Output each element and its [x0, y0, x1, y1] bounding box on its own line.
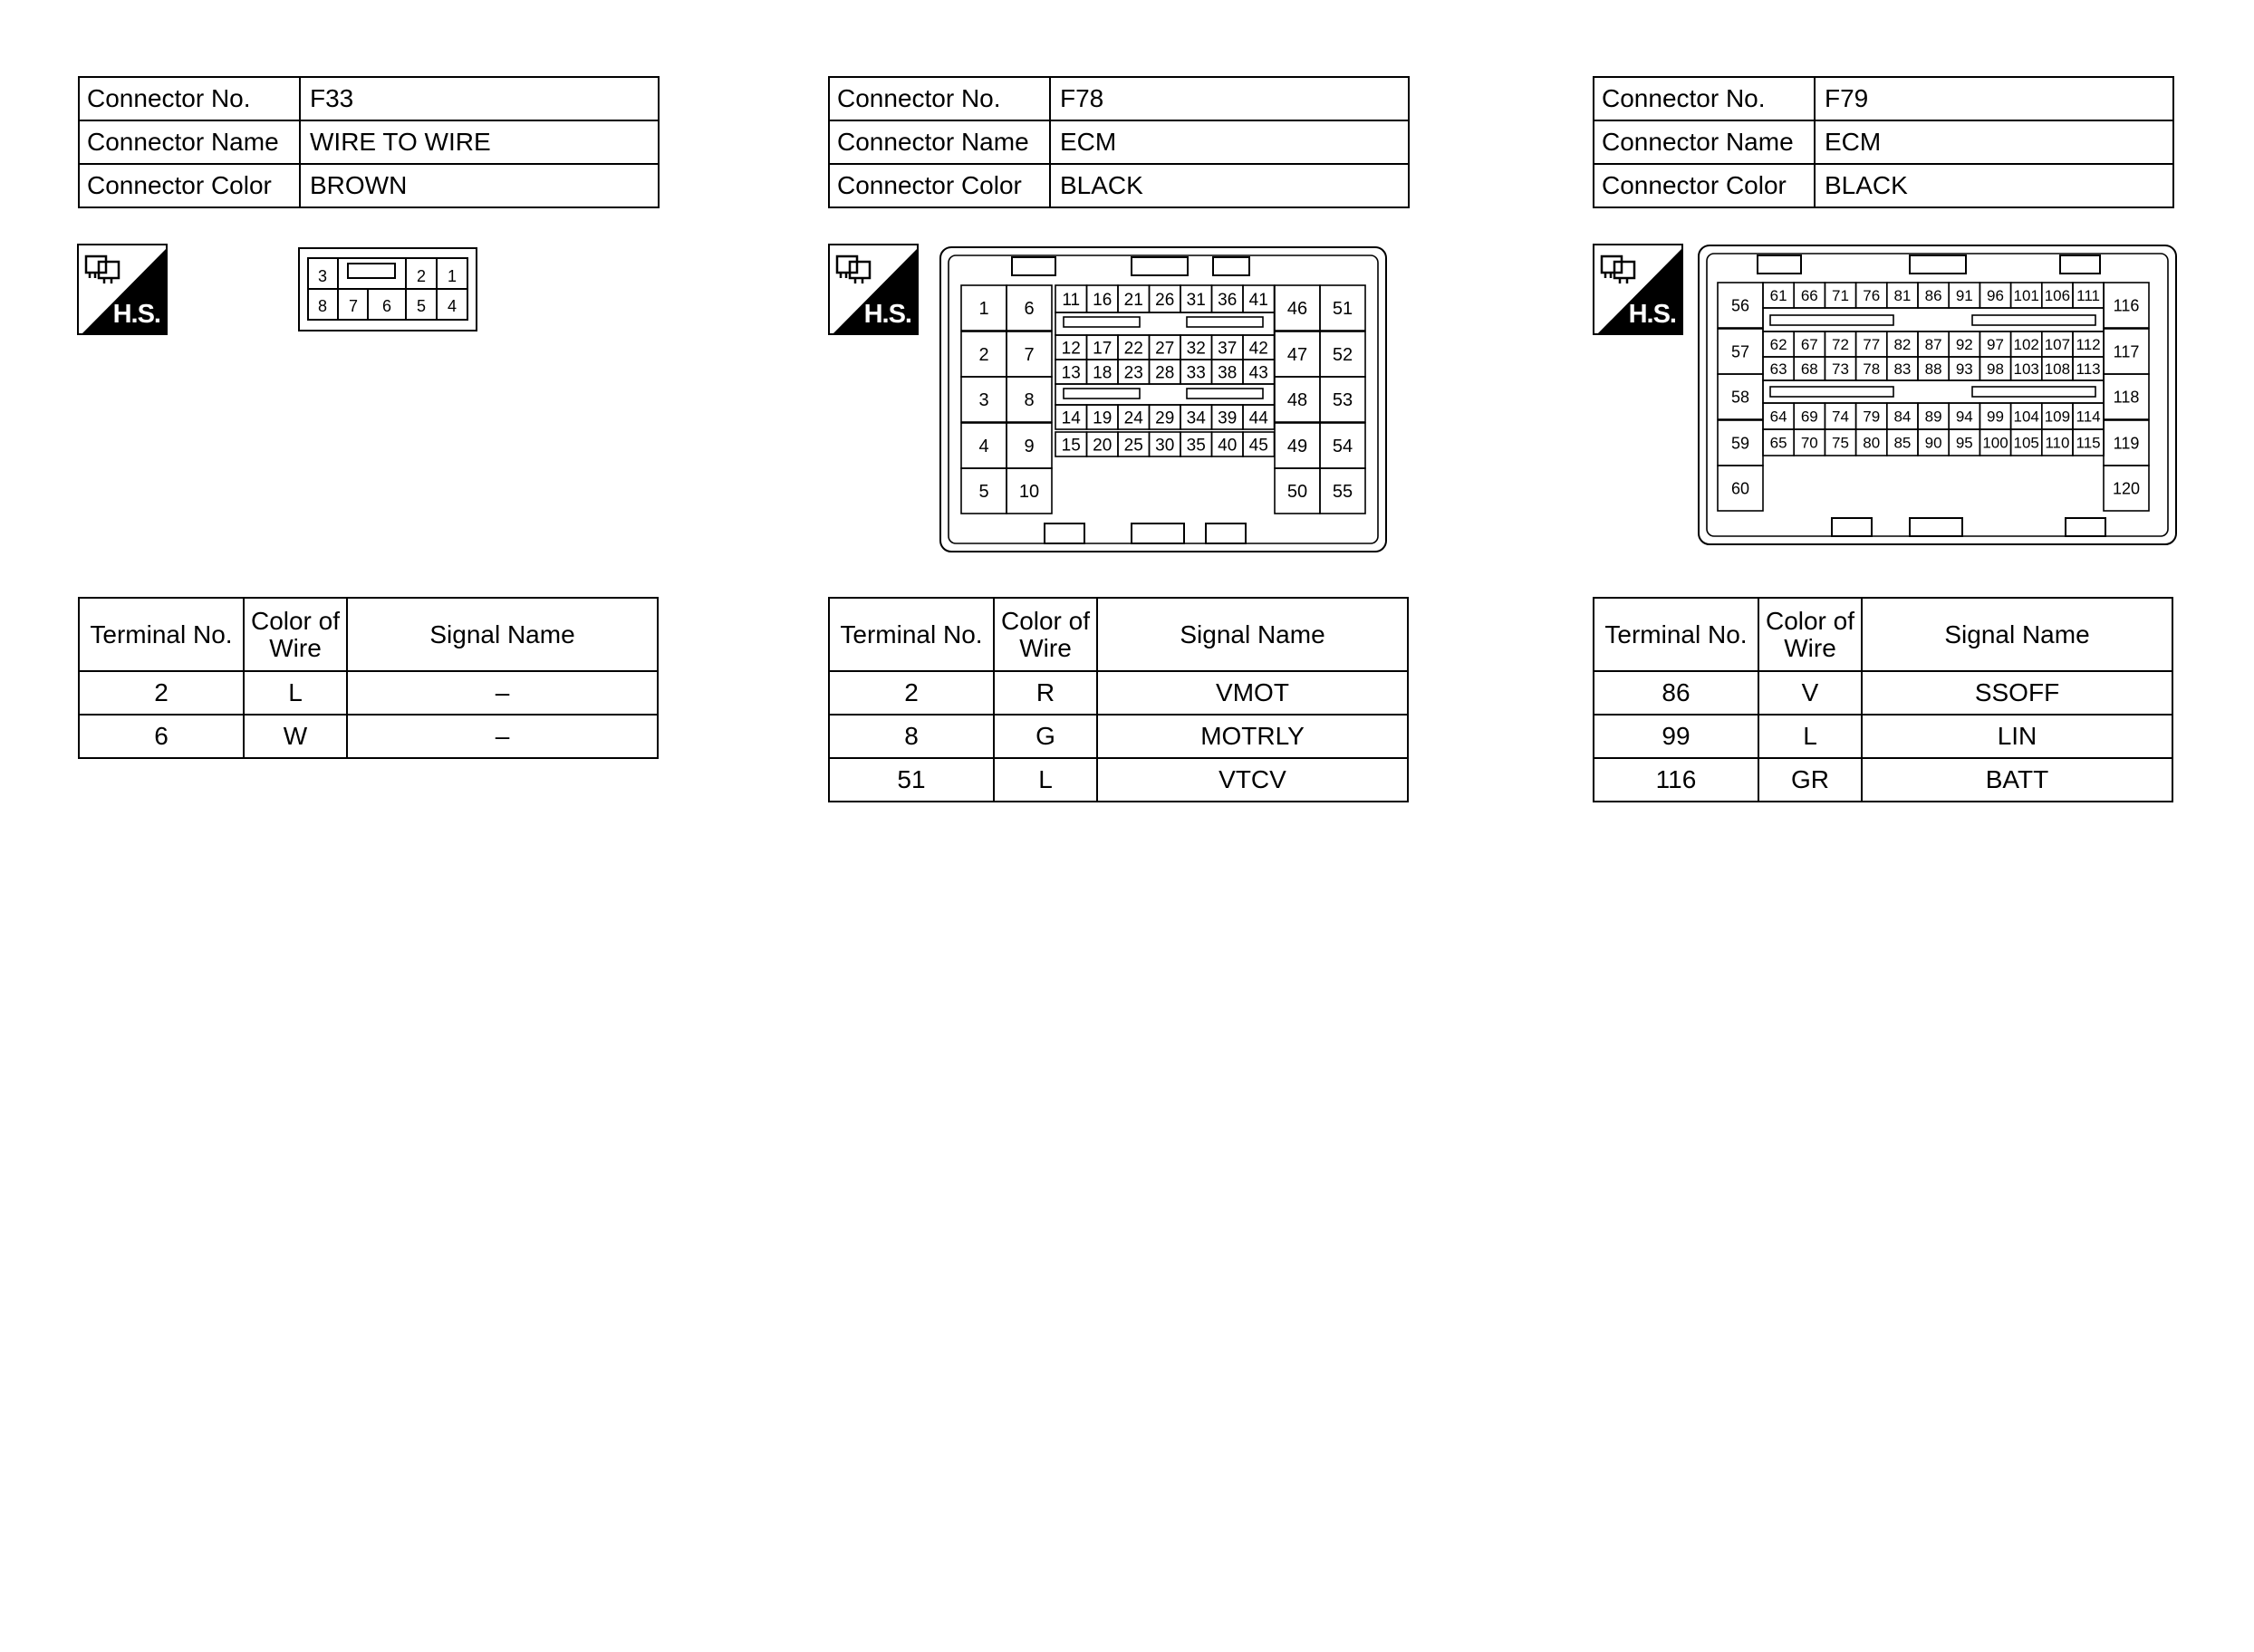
terminal-pin: 38 [1218, 363, 1238, 383]
terminal-pin: 111 [2076, 287, 2101, 305]
harness-side-badge [77, 244, 168, 335]
latch-slot [1770, 387, 1893, 397]
terminal-pin: 109 [2044, 408, 2071, 426]
terminal-pin: 97 [1987, 336, 2004, 354]
terminal-pin: 45 [1248, 436, 1268, 456]
terminal-pin: 104 [2013, 408, 2039, 426]
terminal-pin: 86 [1924, 287, 1942, 305]
terminal-pin: 85 [1893, 434, 1912, 452]
terminal-pin: 120 [2112, 479, 2141, 498]
terminal-pin: 7 [348, 297, 359, 315]
terminal-pin: 66 [1800, 287, 1818, 305]
terminal-pin: 63 [1769, 360, 1787, 379]
latch-slot [1770, 315, 1893, 325]
terminal-pin: 91 [1955, 287, 1973, 305]
connector-f78-section [752, 0, 1477, 1652]
terminal-pin: 8 [1024, 390, 1035, 411]
terminal-pin: 103 [2013, 360, 2039, 379]
terminal-pin: 78 [1863, 360, 1881, 379]
terminal-pin: 15 [1061, 436, 1081, 456]
terminal-no-header: Terminal No. [79, 598, 244, 671]
terminal-no-cell: 99 [1594, 715, 1758, 758]
terminal-pin: 114 [2076, 408, 2101, 426]
divider-frame [1763, 380, 2104, 403]
terminal-table [78, 597, 659, 759]
terminal-pin: 53 [1332, 390, 1353, 411]
terminal-pin: 8 [317, 297, 328, 315]
wire-color-cell: L [994, 758, 1097, 802]
terminal-pin: 93 [1955, 360, 1973, 379]
terminal-pin: 24 [1123, 408, 1143, 428]
terminal-pin: 99 [1987, 408, 2004, 426]
terminal-pin: 6 [1024, 299, 1035, 320]
connector-face-f78 [939, 246, 1387, 552]
wire-color-cell: G [994, 715, 1097, 758]
hs-badge-label: H.S. [863, 300, 911, 329]
signal-name-cell: LIN [1862, 715, 2172, 758]
terminal-pin: 29 [1155, 408, 1175, 428]
terminal-pin: 58 [1730, 388, 1750, 407]
terminal-pin: 88 [1924, 360, 1942, 379]
locking-tab [348, 264, 395, 278]
connector-f79-section [1513, 0, 2254, 1652]
table-row [1594, 758, 2172, 802]
terminal-pin: 31 [1186, 290, 1206, 310]
terminal-pin: 22 [1123, 339, 1143, 359]
terminal-pin: 27 [1155, 339, 1175, 359]
terminal-pin: 13 [1061, 363, 1081, 383]
latch-slot [1064, 389, 1140, 399]
wire-color-cell: R [994, 671, 1097, 715]
connector-f33-section [0, 0, 725, 1652]
connector-color-label: Connector Color [1594, 164, 1815, 207]
terminal-pin: 32 [1186, 339, 1206, 359]
wire-color-cell: V [1758, 671, 1862, 715]
harness-side-badge [828, 244, 919, 335]
terminal-pin: 96 [1987, 287, 2004, 305]
terminal-pin: 108 [2044, 360, 2071, 379]
terminal-pin: 59 [1730, 434, 1750, 453]
terminal-pin: 23 [1123, 363, 1143, 383]
terminal-no-cell: 51 [829, 758, 994, 802]
terminal-pin: 57 [1730, 342, 1750, 361]
terminal-pin: 89 [1924, 408, 1942, 426]
locking-tab [1910, 255, 1966, 274]
terminal-pin: 65 [1769, 434, 1787, 452]
connector-name-value: ECM [1815, 120, 2173, 164]
terminal-pin: 118 [2113, 388, 2140, 407]
terminal-table [828, 597, 1409, 802]
latch-slot [1064, 317, 1140, 327]
terminal-table [1593, 597, 2173, 802]
terminal-pin: 101 [2013, 287, 2039, 305]
terminal-pin: 17 [1093, 339, 1113, 359]
terminal-pin: 47 [1286, 345, 1308, 366]
connector-icon [86, 256, 119, 283]
connector-info-table [78, 76, 660, 208]
color-of-wire-header: Color of Wire [1758, 598, 1862, 671]
wire-color-cell: L [1758, 715, 1862, 758]
terminal-pin: 117 [2113, 342, 2140, 361]
signal-name-cell: BATT [1862, 758, 2172, 802]
terminal-pin: 21 [1123, 290, 1143, 310]
terminal-pin: 5 [416, 297, 427, 315]
signal-name-cell: – [347, 671, 658, 715]
terminal-pin: 2 [978, 345, 989, 366]
terminal-pin: 54 [1332, 437, 1353, 457]
signal-name-header: Signal Name [1862, 598, 2172, 671]
terminal-pin: 112 [2076, 336, 2101, 354]
connector-info-table [828, 76, 1410, 208]
connector-info-table [1593, 76, 2174, 208]
locking-tab [1206, 523, 1246, 543]
terminal-pin: 73 [1832, 360, 1849, 379]
locking-tab [1832, 518, 1872, 536]
terminal-pin: 67 [1800, 336, 1818, 354]
locking-tab [1132, 523, 1184, 543]
connector-name-value: WIRE TO WIRE [300, 120, 659, 164]
terminal-pin: 55 [1332, 482, 1353, 503]
connector-name-value: ECM [1050, 120, 1409, 164]
hs-badge-label: H.S. [1628, 300, 1676, 329]
color-of-wire-header: Color of Wire [244, 598, 347, 671]
latch-slot [1972, 315, 2095, 325]
terminal-pin: 35 [1186, 436, 1206, 456]
terminal-pin: 71 [1832, 287, 1849, 305]
locking-tab [1012, 257, 1055, 275]
terminal-no-header: Terminal No. [829, 598, 994, 671]
locking-tab [1132, 257, 1188, 275]
terminal-pin: 14 [1061, 408, 1081, 428]
terminal-pin: 119 [2113, 434, 2140, 453]
connector-name-label: Connector Name [79, 120, 300, 164]
terminal-pin: 84 [1893, 408, 1912, 426]
terminal-no-header: Terminal No. [1594, 598, 1758, 671]
connector-face-f79 [1698, 245, 2178, 546]
terminal-pin: 18 [1093, 363, 1113, 383]
terminal-pin: 33 [1186, 363, 1206, 383]
terminal-pin: 77 [1863, 336, 1881, 354]
table-row [829, 671, 1408, 715]
terminal-pin: 87 [1924, 336, 1942, 354]
terminal-pin: 3 [317, 267, 328, 285]
terminal-pin: 2 [416, 267, 427, 285]
terminal-pin: 48 [1286, 390, 1308, 411]
terminal-pin: 75 [1832, 434, 1849, 452]
locking-tab [2060, 255, 2100, 274]
terminal-pin: 12 [1061, 339, 1081, 359]
terminal-pin: 92 [1955, 336, 1973, 354]
terminal-no-cell: 6 [79, 715, 244, 758]
terminal-pin: 56 [1730, 296, 1750, 315]
terminal-pin: 6 [381, 297, 392, 315]
connector-icon [1602, 256, 1634, 283]
terminal-pin: 25 [1123, 436, 1143, 456]
table-row [829, 715, 1408, 758]
connector-no-label: Connector No. [1594, 77, 1815, 120]
terminal-pin: 110 [2045, 434, 2070, 452]
harness-side-badge [1593, 244, 1683, 335]
terminal-pin: 10 [1018, 482, 1040, 503]
terminal-pin: 28 [1155, 363, 1175, 383]
terminal-pin: 1 [978, 299, 989, 320]
signal-name-cell: VMOT [1097, 671, 1408, 715]
signal-name-header: Signal Name [1097, 598, 1408, 671]
divider-frame [1055, 312, 1275, 335]
terminal-pin: 76 [1863, 287, 1881, 305]
connector-color-value: BROWN [300, 164, 659, 207]
connector-color-label: Connector Color [829, 164, 1050, 207]
latch-slot [1972, 387, 2095, 397]
terminal-pin: 44 [1248, 408, 1268, 428]
locking-tab [2066, 518, 2105, 536]
terminal-pin: 64 [1769, 408, 1787, 426]
wire-color-cell: L [244, 671, 347, 715]
terminal-pin: 80 [1863, 434, 1881, 452]
locking-tab [1045, 523, 1084, 543]
terminal-pin: 102 [2013, 336, 2039, 354]
terminal-pin: 100 [1982, 434, 2008, 452]
terminal-pin: 95 [1955, 434, 1973, 452]
terminal-pin: 107 [2044, 336, 2071, 354]
terminal-pin: 43 [1248, 363, 1268, 383]
terminal-pin: 81 [1893, 287, 1912, 305]
signal-name-cell: – [347, 715, 658, 758]
terminal-pin: 9 [1024, 437, 1035, 457]
terminal-pin: 105 [2013, 434, 2039, 452]
terminal-pin: 106 [2044, 287, 2071, 305]
terminal-pin: 4 [978, 437, 989, 457]
terminal-no-cell: 86 [1594, 671, 1758, 715]
locking-tab [1758, 255, 1801, 274]
divider-frame [1055, 384, 1275, 405]
hs-badge-label: H.S. [112, 300, 160, 329]
connector-color-value: BLACK [1050, 164, 1409, 207]
divider-frame [1763, 308, 2104, 331]
terminal-pin: 34 [1186, 408, 1206, 428]
terminal-pin: 60 [1730, 479, 1750, 498]
terminal-pin: 26 [1155, 290, 1175, 310]
table-row [79, 671, 658, 715]
connector-no-label: Connector No. [79, 77, 300, 120]
wire-color-cell: GR [1758, 758, 1862, 802]
terminal-pin: 98 [1987, 360, 2004, 379]
terminal-no-cell: 8 [829, 715, 994, 758]
wire-color-cell: W [244, 715, 347, 758]
terminal-pin: 62 [1769, 336, 1787, 354]
table-row [79, 715, 658, 758]
terminal-pin: 116 [2113, 296, 2140, 315]
connector-no-value: F33 [300, 77, 659, 120]
terminal-pin: 4 [447, 297, 458, 315]
terminal-pin: 50 [1286, 482, 1308, 503]
terminal-pin: 72 [1832, 336, 1849, 354]
connector-icon [837, 256, 870, 283]
terminal-pin: 68 [1800, 360, 1818, 379]
terminal-pin: 40 [1218, 436, 1238, 456]
terminal-pin: 41 [1248, 290, 1268, 310]
terminal-pin: 49 [1286, 437, 1308, 457]
connector-no-value: F78 [1050, 77, 1409, 120]
signal-name-cell: SSOFF [1862, 671, 2172, 715]
terminal-pin: 30 [1155, 436, 1175, 456]
terminal-no-cell: 2 [79, 671, 244, 715]
terminal-pin: 82 [1893, 336, 1912, 354]
latch-slot [1187, 317, 1263, 327]
terminal-pin: 46 [1286, 299, 1308, 320]
connector-name-label: Connector Name [1594, 120, 1815, 164]
terminal-pin: 19 [1093, 408, 1113, 428]
terminal-pin: 83 [1893, 360, 1912, 379]
terminal-pin: 5 [978, 482, 989, 503]
terminal-pin: 61 [1769, 287, 1787, 305]
color-of-wire-header: Color of Wire [994, 598, 1097, 671]
connector-name-label: Connector Name [829, 120, 1050, 164]
terminal-pin: 115 [2076, 434, 2101, 452]
table-row [829, 758, 1408, 802]
terminal-pin: 39 [1218, 408, 1238, 428]
terminal-pin: 37 [1218, 339, 1238, 359]
terminal-pin: 51 [1332, 299, 1353, 320]
latch-slot [1187, 389, 1263, 399]
terminal-no-cell: 2 [829, 671, 994, 715]
signal-name-header: Signal Name [347, 598, 658, 671]
connector-color-label: Connector Color [79, 164, 300, 207]
connector-face-f33 [298, 247, 477, 331]
terminal-pin: 52 [1332, 345, 1353, 366]
table-row [1594, 671, 2172, 715]
terminal-pin: 69 [1800, 408, 1818, 426]
locking-tab [1213, 257, 1249, 275]
signal-name-cell: VTCV [1097, 758, 1408, 802]
connector-no-value: F79 [1815, 77, 2173, 120]
locking-tab [1910, 518, 1962, 536]
terminal-pin: 11 [1062, 290, 1081, 310]
terminal-no-cell: 116 [1594, 758, 1758, 802]
connector-color-value: BLACK [1815, 164, 2173, 207]
signal-name-cell: MOTRLY [1097, 715, 1408, 758]
connector-no-label: Connector No. [829, 77, 1050, 120]
terminal-pin: 94 [1955, 408, 1973, 426]
terminal-pin: 3 [978, 390, 989, 411]
terminal-pin: 90 [1924, 434, 1942, 452]
terminal-pin: 16 [1093, 290, 1113, 310]
terminal-pin: 113 [2076, 360, 2101, 379]
terminal-pin: 42 [1248, 339, 1268, 359]
table-row [1594, 715, 2172, 758]
terminal-pin: 36 [1218, 290, 1238, 310]
terminal-pin: 79 [1863, 408, 1881, 426]
terminal-pin: 74 [1832, 408, 1849, 426]
terminal-pin: 7 [1024, 345, 1035, 366]
terminal-pin: 70 [1800, 434, 1818, 452]
terminal-pin: 1 [447, 267, 458, 285]
terminal-pin: 20 [1093, 436, 1113, 456]
